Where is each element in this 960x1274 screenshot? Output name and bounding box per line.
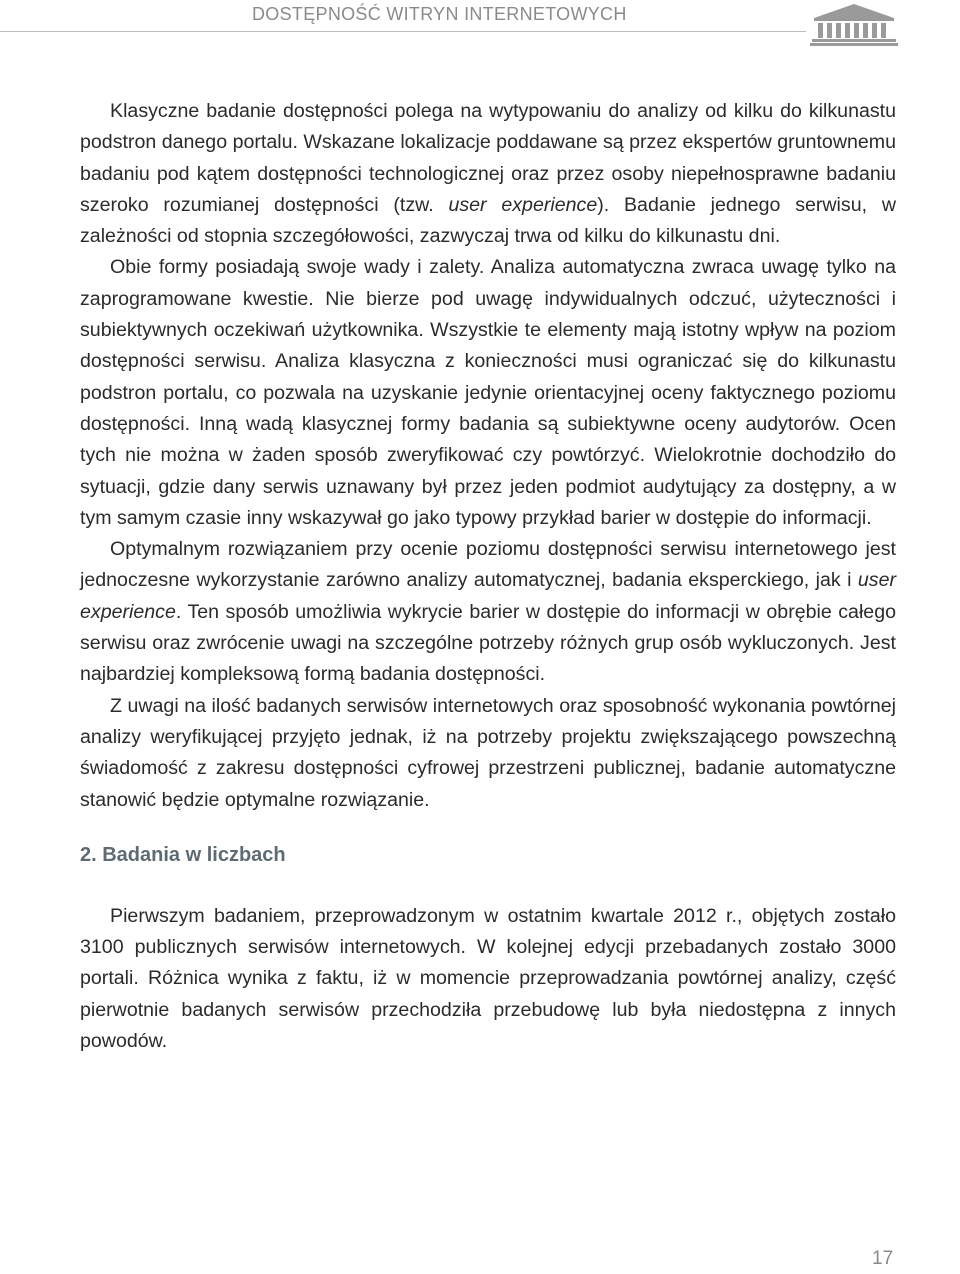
- paragraph-1-text: Klasyczne badanie dostępności polega na wytypowaniu do analizy od kilku do kilkunastu podstron danego portalu. Wskazane lokalizacje poddawane są przez ekspertów gruntownemu badaniu pod kątem dostępności technologicznej oraz przez osoby niepełnosprawne badaniu szeroko rozumianej dostępności (tzw.: [80, 100, 896, 216]
- section-spacer: [80, 816, 896, 840]
- section-heading: 2. Badania w liczbach: [80, 843, 286, 866]
- header-divider: [0, 31, 806, 32]
- paragraph-1-text-end: ). Badanie jednego serwisu, w zależności od stopnia szczegółowości, zazwyczaj trwa od kilku do kilkunastu dni.: [80, 193, 896, 248]
- paragraph-3-emphasis: user experience: [80, 569, 896, 623]
- page-number: 17: [872, 1248, 894, 1269]
- paragraph-1: [80, 96, 896, 252]
- page-content: [80, 96, 896, 1057]
- paragraph-1-emphasis: user experience: [448, 193, 598, 216]
- paragraph-4: Z uwagi na ilość badanych serwisów internetowych oraz sposobność wykonania powtórnej analizy weryfikującej przyjęto jednak, iż na potrzeby projektu zwiększającego powszechną świadomość z zakresu dostępności cyfrowej przestrzeni publicznej, badanie automatyczne stanowić będzie optymalne rozwiązanie.: [80, 694, 896, 811]
- paragraph-3: [80, 534, 896, 690]
- paragraph-2: Obie formy posiadają swoje wady i zalety. Analiza automatyczna zwraca uwagę tylko na zaprogramowane kwestie. Nie bierze pod uwagę indywidualnych odczuć, użyteczności i subiektywnych oczekiwań użytkownika. Wszystkie te elementy mają istotny wpływ na poziom dostępności serwisu. Analiza klasyczna z konieczności musi ograniczać się do kilkunastu podstron portalu, co pozwala na uzyskanie jedynie orientacyjnej oceny faktycznego poziomu dostępności. Inną wadą klasycznej formy badania są subiektywne oceny audytorów. Ocen tych nie można w żaden sposób zweryfikować czy powtórzyć. Wielokrotnie dochodziło do sytuacji, gdzie dany serwis uznawany był przez jeden podmiot audytujący za dostępny, a w tym samym czasie inny wskazywał go jako typowy przykład barier w dostępie do informacji.: [80, 256, 896, 529]
- heading-spacer: [80, 871, 896, 901]
- page-header: [0, 0, 960, 32]
- paragraph-3-text-end: . Ten sposób umożliwia wykrycie barier w dostępie do informacji w obrębie całego serwisu oraz zwrócenie uwagi na szczególne potrzeby różnych grup osób wykluczonych. Jest najbardziej kompleksową formą badania dostępności.: [80, 600, 896, 686]
- institution-building-icon: [808, 2, 900, 46]
- running-header-title: DOSTĘPNOŚĆ WITRYN INTERNETOWYCH: [252, 4, 627, 24]
- paragraph-3-text: Optymalnym rozwiązaniem przy ocenie poziomu dostępności serwisu internetowego jest jednoczesne wykorzystanie zarówno analizy automatycznej, badania eksperckiego, jak i: [80, 538, 896, 592]
- section-paragraph: Pierwszym badaniem, przeprowadzonym w ostatnim kwartale 2012 r., objętych zostało 3100 publicznych serwisów internetowych. W kolejnej edycji przebadanych zostało 3000 portali. Różnica wynika z faktu, iż w momencie przeprowadzania powtórnej analizy, część pierwotnie badanych serwisów przechodziła przebudowę lub była niedostępna z innych powodów.: [80, 904, 896, 1053]
